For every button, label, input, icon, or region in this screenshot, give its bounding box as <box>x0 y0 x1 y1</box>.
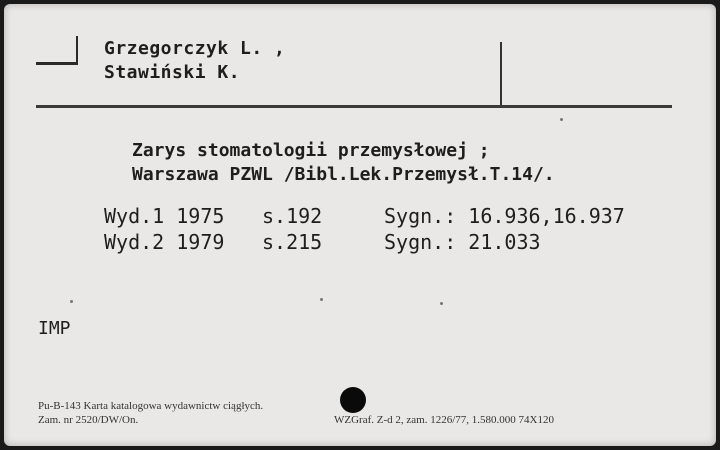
title-line-2: Warszawa PZWL /Bibl.Lek.Przemysł.T.14/. <box>132 164 555 185</box>
paper-speck <box>320 298 323 301</box>
paper-speck <box>560 118 563 121</box>
footer-line-2-right: WZGraf. Z-d 2, zam. 1226/77, 1.580.000 74X120 <box>334 414 554 426</box>
punch-hole <box>340 387 366 413</box>
edition-2-wyd: Wyd.2 1979 <box>104 230 225 254</box>
edition-1-pages: s.192 <box>262 204 323 228</box>
author-line-1: Grzegorczyk L. , <box>104 38 286 59</box>
footer-line-2-left: Zam. nr 2520/DW/On. <box>38 414 139 426</box>
corner-mark <box>36 62 78 65</box>
corner-mark-vertical <box>76 36 78 65</box>
edition-1-wyd: Wyd.1 1975 <box>104 204 225 228</box>
note-imp: IMP <box>38 318 71 339</box>
edition-2-sygn: Sygn.: 21.033 <box>384 230 541 254</box>
paper-speck <box>70 300 73 303</box>
footer-line-1: Pu-B-143 Karta katalogowa wydawnictw ciągłych. <box>38 400 264 412</box>
edition-2-pages: s.215 <box>262 230 323 254</box>
paper-speck <box>440 302 443 305</box>
author-line-2: Stawiński K. <box>104 62 241 83</box>
catalog-card <box>4 4 716 446</box>
edition-1-sygn: Sygn.: 16.936,16.937 <box>384 204 625 228</box>
horizontal-rule <box>36 105 672 108</box>
title-line-1: Zarys stomatologii przemysłowej ; <box>132 140 490 161</box>
vertical-rule <box>500 42 502 106</box>
